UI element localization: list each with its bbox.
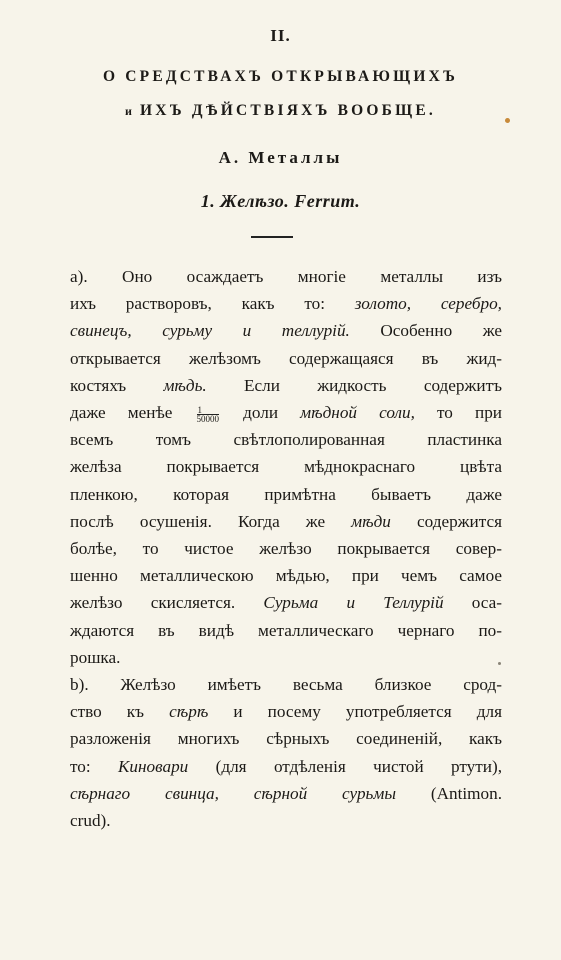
fraction-numerator: 1 — [197, 406, 220, 415]
text-run: разложенія многихъ сѣрныхъ соединеній, какъ — [70, 729, 502, 749]
page-number: II. — [270, 26, 291, 45]
text-run: b). Желѣзо имѣетъ весьма близкое срод- — [70, 675, 502, 694]
text-line — [70, 784, 502, 804]
text-run: костяхъ — [70, 375, 164, 395]
text-line — [70, 539, 502, 559]
text-run: (для отдѣленія чистой ртути), — [188, 756, 502, 776]
italic-run: Сурьма и Теллурій — [263, 593, 444, 613]
text-line — [70, 566, 502, 586]
text-run: (Antimon. — [395, 783, 502, 803]
text-line — [70, 457, 502, 477]
text-line — [70, 485, 502, 505]
text-line — [70, 349, 502, 369]
text-run: желѣзо скисляется. — [70, 593, 264, 613]
text-line — [70, 376, 502, 396]
text-line — [70, 729, 502, 749]
text-line — [70, 430, 502, 450]
italic-run: свинецъ, сурьму и теллурій. — [70, 321, 350, 341]
subsection-heading: 1. Желѣзо. Ferrum. — [200, 191, 361, 211]
text-run: то: — [70, 756, 119, 776]
text-run: то при — [414, 403, 502, 422]
italic-run: мѣдь. — [163, 375, 207, 395]
text-line — [70, 811, 502, 831]
text-run: послѣ осушенія. Когда же — [70, 511, 352, 531]
paper-speck — [498, 662, 501, 665]
text-run: всемъ томъ свѣтлополированная пластинка — [70, 430, 502, 450]
italic-run: золото, серебро, — [354, 294, 502, 314]
text-run: желѣза покрывается мѣднокраснаго цвѣта — [70, 457, 502, 477]
chapter-title-line-1: О СРЕДСТВАХЪ ОТКРЫВАЮЩИХЪ — [102, 68, 459, 85]
text-run: ждаются въ видѣ металлическаго чернаго по- — [70, 620, 502, 640]
text-run: ство къ — [70, 702, 170, 722]
italic-run: сѣрнаго свинца, сѣрной сурьмы — [70, 783, 396, 803]
text-run: и посему употребляется для — [208, 702, 502, 722]
text-line — [70, 403, 502, 423]
text-run: рошка. — [70, 647, 121, 667]
fraction — [197, 406, 220, 423]
text-run: ихъ растворовъ, какъ то: — [70, 294, 355, 314]
italic-run: Киновари — [118, 756, 189, 776]
text-line — [70, 702, 502, 722]
text-run: даже менѣе — [70, 403, 195, 422]
text-line — [70, 294, 502, 314]
text-run: болѣе, то чистое желѣзо покрывается совер- — [70, 539, 502, 558]
text-line — [70, 593, 502, 613]
divider-rule — [251, 236, 293, 238]
text-run: a). Оно осаждаетъ многіе металлы изъ — [70, 267, 502, 286]
chapter-title-line-2 — [0, 102, 561, 120]
text-run: доли — [221, 403, 301, 422]
text-line — [70, 267, 502, 287]
text-run: пленкою, которая примѣтна бываетъ даже — [70, 484, 502, 504]
text-run: содержится — [390, 511, 503, 531]
fraction-denominator: 50000 — [196, 413, 220, 424]
section-heading: А. Металлы — [218, 148, 343, 167]
italic-run: сѣрѣ — [169, 702, 209, 722]
text-run: crud). — [70, 811, 111, 830]
text-line — [70, 621, 502, 641]
text-run: оса- — [443, 593, 502, 613]
text-line — [70, 321, 502, 341]
italic-run: мѣдной соли, — [300, 403, 415, 422]
text-run: шенно металлическою мѣдью, при чемъ самое — [70, 566, 502, 586]
text-run: Если жидкость содержитъ — [206, 375, 502, 395]
text-line — [70, 757, 502, 777]
title-conjunction: и — [125, 104, 133, 118]
text-line — [70, 648, 502, 668]
title-line-2-text: ИХЪ ДѢЙСТВІЯХЪ ВООБЩЕ. — [140, 102, 436, 119]
text-line — [70, 675, 502, 695]
italic-run: мѣди — [351, 511, 391, 531]
text-run: Особенно же — [349, 321, 502, 341]
text-run: открывается желѣзомъ содержащаяся въ жид- — [70, 348, 502, 368]
ink-spot — [505, 118, 510, 123]
text-line — [70, 512, 502, 532]
